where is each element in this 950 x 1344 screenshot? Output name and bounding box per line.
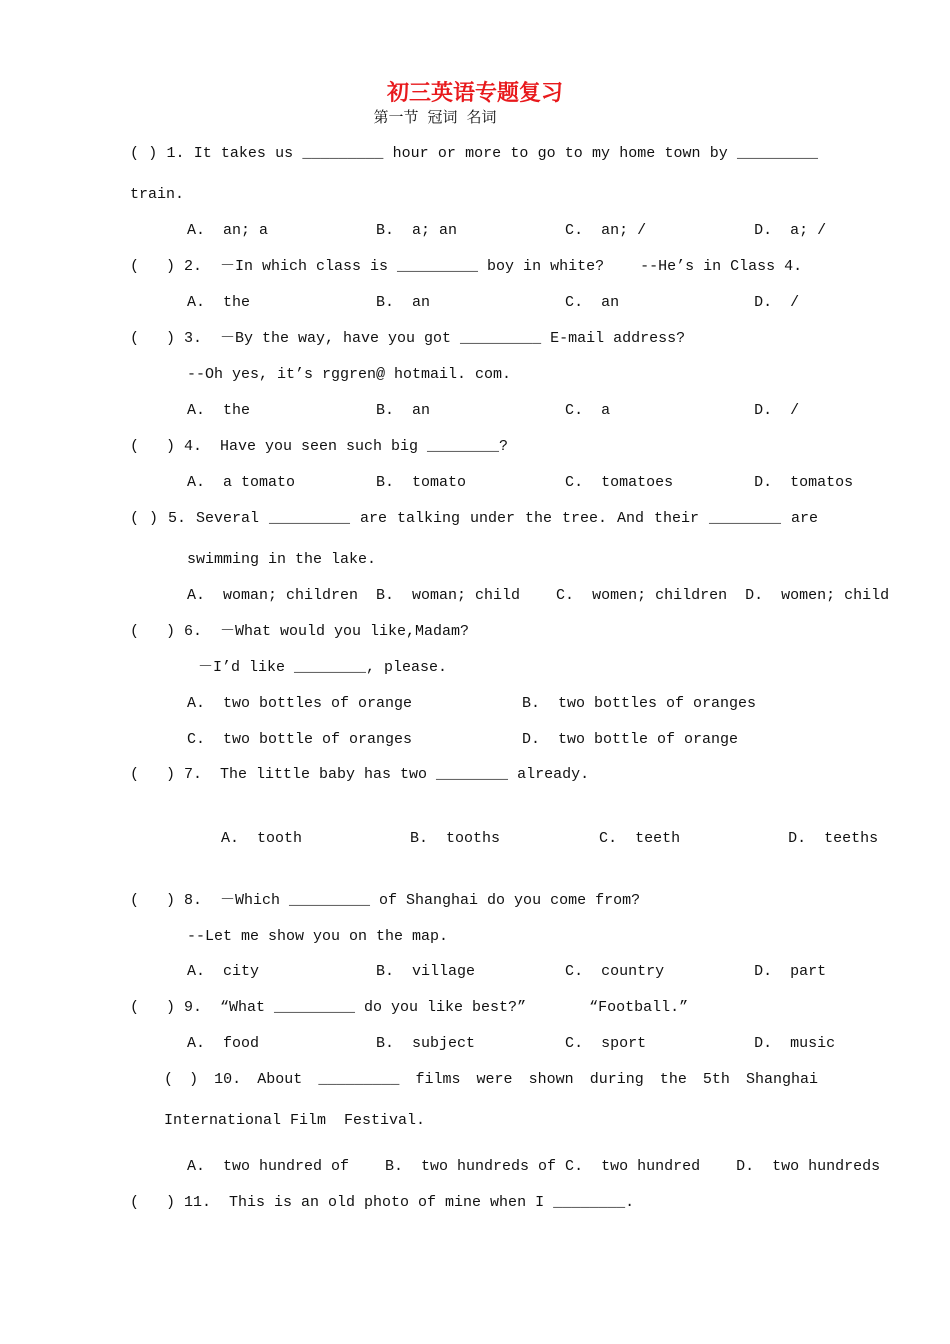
- question-1-continued: train.: [130, 186, 185, 203]
- question-7-options: A. tooth B. tooths C. teeth D. teeths: [221, 830, 879, 847]
- question-3-options: A. the B. an C. a D. /: [187, 402, 800, 419]
- question-2-options: A. the B. an C. an D. /: [187, 294, 800, 311]
- question-8-answer-line: --Let me show you on the map.: [187, 928, 449, 945]
- question-10-options: A. two hundred of B. two hundreds of C. two hundred D. two hundreds: [187, 1158, 881, 1175]
- question-6-option-a: A. two bottles of orange: [187, 695, 413, 712]
- question-5-options: A. woman; children B. woman; child C. women; children D. women; child: [187, 587, 890, 604]
- question-11: ( ) 11. This is an old photo of mine when I ________.: [130, 1194, 635, 1211]
- question-6-option-c: C. two bottle of oranges: [187, 731, 413, 748]
- question-1: ( ) 1. It takes us _________ hour or more to go to my home town by _________: [130, 145, 818, 162]
- question-5: ( ) 5. Several _________ are talking under the tree. And their ________ are: [130, 510, 818, 527]
- question-5-continued: swimming in the lake.: [187, 551, 377, 568]
- question-1-options: A. an; a B. a; an C. an; / D. a; /: [187, 222, 827, 239]
- question-8-options: A. city B. village C. country D. part: [187, 963, 827, 980]
- page-title: 初三英语专题复习: [386, 80, 563, 106]
- question-9: ( ) 9. “What _________ do you like best?” “Football.”: [130, 999, 689, 1016]
- question-10: ( ) 10. About _________ films were shown during the 5th Shanghai: [164, 1071, 818, 1088]
- question-6: ( ) 6. －What would you like,Madam?: [130, 623, 470, 640]
- question-2: ( ) 2. －In which class is _________ boy in white? --He’s in Class 4.: [130, 258, 803, 275]
- question-6-option-b: B. two bottles of oranges: [522, 695, 757, 712]
- question-10-continued: International Film Festival.: [164, 1112, 426, 1129]
- question-8: ( ) 8. －Which _________ of Shanghai do you come from?: [130, 892, 641, 909]
- question-6-option-d: D. two bottle of orange: [522, 731, 739, 748]
- question-4-options: A. a tomato B. tomato C. tomatoes D. tomatos: [187, 474, 854, 491]
- question-3-answer-line: --Oh yes, it’s rggren@ hotmail. com.: [187, 366, 512, 383]
- section-subtitle: 第一节 冠词 名词: [373, 108, 497, 126]
- question-6-answer-line: －I’d like ________, please.: [198, 659, 448, 676]
- question-4: ( ) 4. Have you seen such big ________?: [130, 438, 509, 455]
- question-9-options: A. food B. subject C. sport D. music: [187, 1035, 836, 1052]
- question-3: ( ) 3. －By the way, have you got _________ E-mail address?: [130, 330, 686, 347]
- question-7: ( ) 7. The little baby has two ________ already.: [130, 766, 590, 783]
